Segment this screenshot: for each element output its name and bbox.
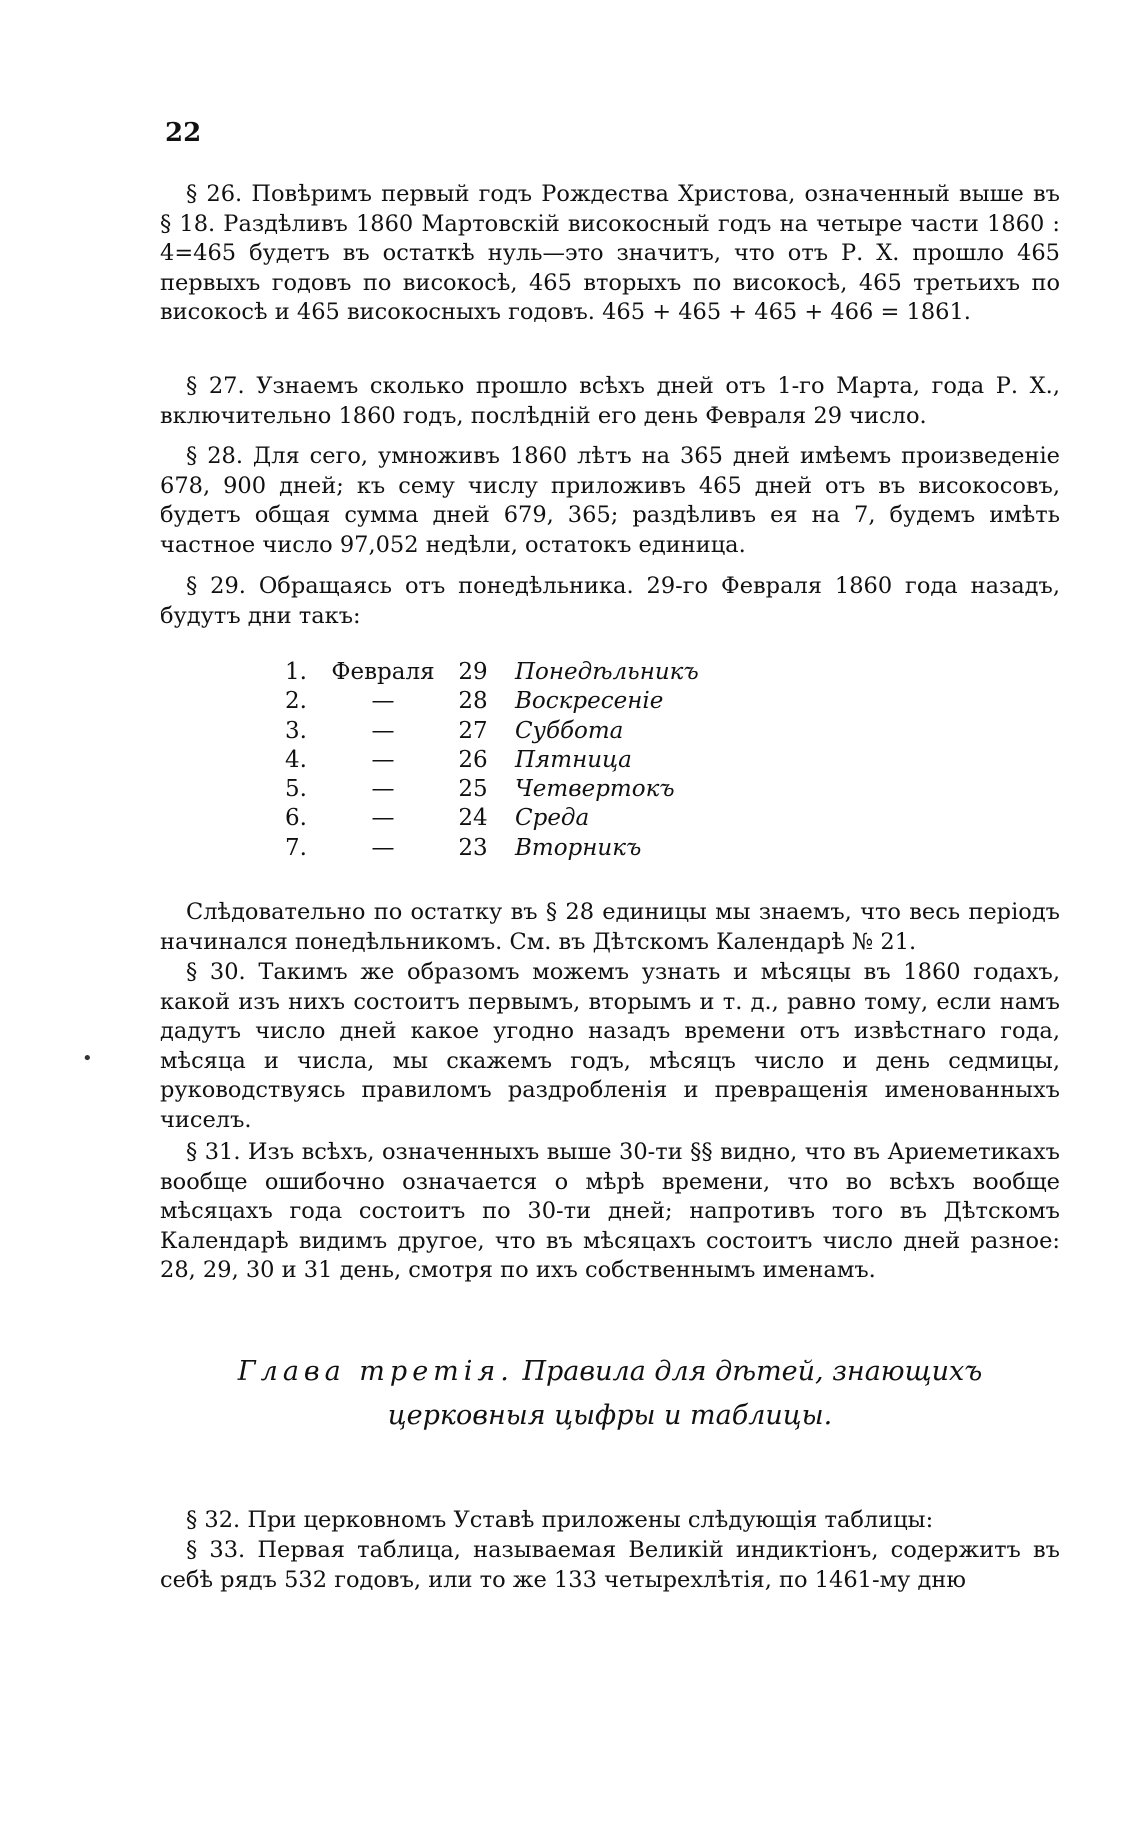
cell-month: — [371, 805, 395, 832]
cell-day: 23 [458, 834, 488, 861]
cell-weekday: Вторникъ [515, 834, 642, 861]
cell-month: — [371, 688, 395, 715]
table-row [285, 804, 699, 833]
cell-month: — [371, 717, 395, 744]
cell-month: — [371, 746, 395, 773]
cell-day: 29 [458, 659, 488, 685]
chapter-title: Правила для дѣтей, знающихъ церковныя цыфры и таблицы. [387, 1356, 983, 1431]
cell-num: 3. [285, 717, 307, 744]
table-row [285, 834, 699, 863]
cell-num: 6. [285, 805, 307, 832]
cell-month: — [371, 776, 395, 803]
paragraph-33: § 33. Первая таблица, называемая Великій индиктіонъ, содержитъ въ себѣ рядъ 532 годовъ, или то же 133 четырехлѣтія, по 1461-му дню [160, 1537, 1060, 1593]
table-row [285, 746, 699, 775]
cell-weekday: Суббота [515, 717, 624, 744]
table-row [285, 717, 699, 746]
cell-month: — [371, 834, 395, 861]
weekday-table [285, 658, 699, 863]
cell-day: 28 [458, 688, 488, 715]
table-row [285, 775, 699, 804]
cell-num: 2. [285, 688, 307, 715]
chapter-label: Глава третія. [237, 1356, 514, 1387]
paragraph-26: § 26. Повѣримъ первый годъ Рождества Христова, означенный выше въ § 18. Раздѣливъ 1860 Мартовскій високосный годъ на четыре части 1860 : 4=465 будетъ въ остаткѣ нуль—это значитъ, что отъ Р. Х. прошло 465 первыхъ годовъ по високосѣ, 465 вторыхъ по високосѣ, 465 третьихъ по високосѣ и 465 високосныхъ годовъ. 465 + 465 + 465 + 466 = 1861. [160, 181, 1060, 325]
cell-weekday: Четвертокъ [515, 776, 675, 803]
cell-weekday: Воскресеніе [515, 688, 664, 715]
paragraph-conclusion: Слѣдовательно по остатку въ § 28 единицы мы знаемъ, что весь періодъ начинался понедѣльникомъ. См. въ Дѣтскомъ Календарѣ № 21. [160, 899, 1060, 955]
cell-day: 24 [458, 805, 488, 832]
cell-num: 1. [285, 659, 307, 685]
cell-num: 7. [285, 834, 307, 861]
cell-day: 27 [458, 717, 488, 744]
paragraph-32: § 32. При церковномъ Уставѣ приложены слѣдующія таблицы: [186, 1507, 934, 1533]
cell-weekday: Понедѣльникъ [515, 659, 699, 685]
table-row [285, 687, 699, 716]
cell-day: 26 [458, 746, 488, 773]
paragraph-31: § 31. Изъ всѣхъ, означенныхъ выше 30-ти §§ видно, что въ Ариеметикахъ вообще ошибочно означается о мѣрѣ времени, что во всѣхъ вообще мѣсяцахъ года состоитъ по 30-ти дней; напротивъ того въ Дѣтскомъ Календарѣ видимъ другое, что въ мѣсяцахъ состоитъ число дней разное: 28, 29, 30 и 31 день, смотря по ихъ собственнымъ именамъ. [160, 1139, 1060, 1283]
paragraph-27: § 27. Узнаемъ сколько прошло всѣхъ дней отъ 1-го Марта, года Р. Х., включительно 1860 годъ, послѣдній его день Февраля 29 число. [160, 373, 1060, 429]
chapter-heading [160, 1350, 1060, 1438]
margin-bullet: • [82, 1048, 93, 1069]
cell-month: Февраля [331, 659, 435, 685]
cell-weekday: Пятница [515, 746, 632, 773]
cell-weekday: Среда [515, 805, 590, 832]
cell-num: 5. [285, 776, 307, 803]
paragraph-28: § 28. Для сего, умноживъ 1860 лѣтъ на 365 дней имѣемъ произведеніе 678, 900 дней; къ сему числу приложивъ 465 дней отъ въ високосовъ, будетъ общая сумма дней 679, 365; раздѣливъ ея на 7, будемъ имѣть частное число 97,052 недѣли, остатокъ единица. [160, 443, 1060, 558]
page-number: 22 [165, 118, 202, 148]
cell-day: 25 [458, 776, 488, 803]
cell-num: 4. [285, 746, 307, 773]
paragraph-30: § 30. Такимъ же образомъ можемъ узнать и мѣсяцы въ 1860 годахъ, какой изъ нихъ состоитъ первымъ, вторымъ и т. д., равно тому, если намъ дадутъ число дней какое угодно назадъ времени отъ извѣстнаго года, мѣсяца и числа, мы скажемъ годъ, мѣсяцъ число и день седмицы, руководствуясь правиломъ раздробленія и превращенія именованныхъ чиселъ. [160, 959, 1060, 1133]
table-row [285, 658, 699, 687]
paragraph-29: § 29. Обращаясь отъ понедѣльника. 29-го Февраля 1860 года назадъ, будутъ дни такъ: [160, 573, 1060, 629]
